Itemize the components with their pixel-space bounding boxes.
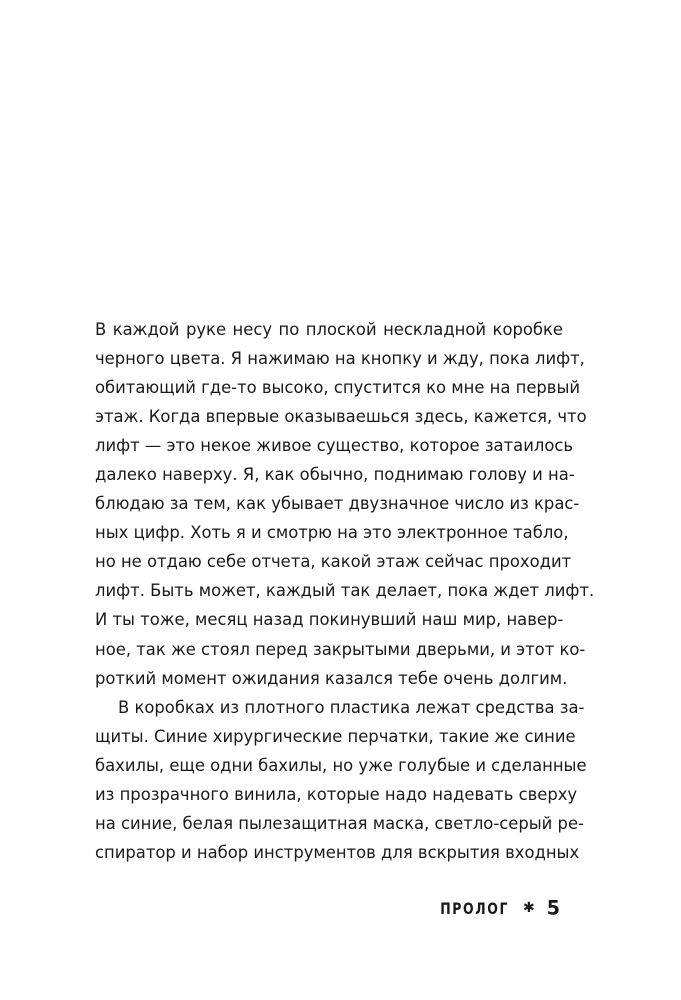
asterisk-icon: ✱ [523, 900, 535, 916]
text-line: бахилы, еще одни бахилы, но уже голубые и сделанные [95, 755, 587, 775]
text-line: В каждой руке несу по плоской нескладной коробке [95, 320, 563, 339]
page-footer [440, 897, 560, 919]
body-text [95, 315, 595, 867]
text-line: лифт. Быть может, каждый так делает, пока ждет лифт. [95, 581, 595, 601]
text-line: ное, так же стоял перед закрытыми дверьми, и этот ко- [95, 639, 586, 659]
text-line: этаж. Когда впервые оказываешься здесь, кажется, что [95, 407, 587, 427]
text-line: И ты тоже, месяц назад покинувший наш мир, навер- [95, 610, 564, 630]
text-line: обитающий где-то высоко, спустится ко мне на первый [95, 378, 581, 398]
text-line: но не отдаю себе отчета, какой этаж сейчас проходит [95, 552, 572, 572]
text-line: на синие, белая пылезащитная маска, светло-серый ре- [95, 813, 584, 833]
text-line: щиты. Синие хирургические перчатки, такие же синие [95, 726, 576, 746]
text-line: ных цифр. Хоть я и смотрю на это электронное табло, [95, 523, 569, 543]
paragraph-2 [95, 693, 587, 867]
text-line: В коробках из плотного пластика лежат средства за- [118, 697, 585, 717]
text-line: из прозрачного винила, которые надо надевать сверху [95, 784, 578, 804]
running-head: ПРОЛОГ [440, 898, 510, 918]
text-line: спиратор и набор инструментов для вскрытия входных [95, 842, 580, 862]
text-line: блюдаю за тем, как убывает двузначное число из крас- [95, 494, 580, 514]
text-line: далеко наверху. Я, как обычно, поднимаю голову и на- [95, 465, 575, 485]
page-number: 5 [546, 896, 560, 920]
text-line: лифт — это некое живое существо, которое затаилось [95, 436, 574, 456]
paragraph-1 [95, 315, 595, 693]
text-line: роткий момент ожидания казался тебе очень долгим. [95, 668, 568, 688]
text-line: черного цвета. Я нажимаю на кнопку и жду, пока лифт, [95, 349, 585, 369]
